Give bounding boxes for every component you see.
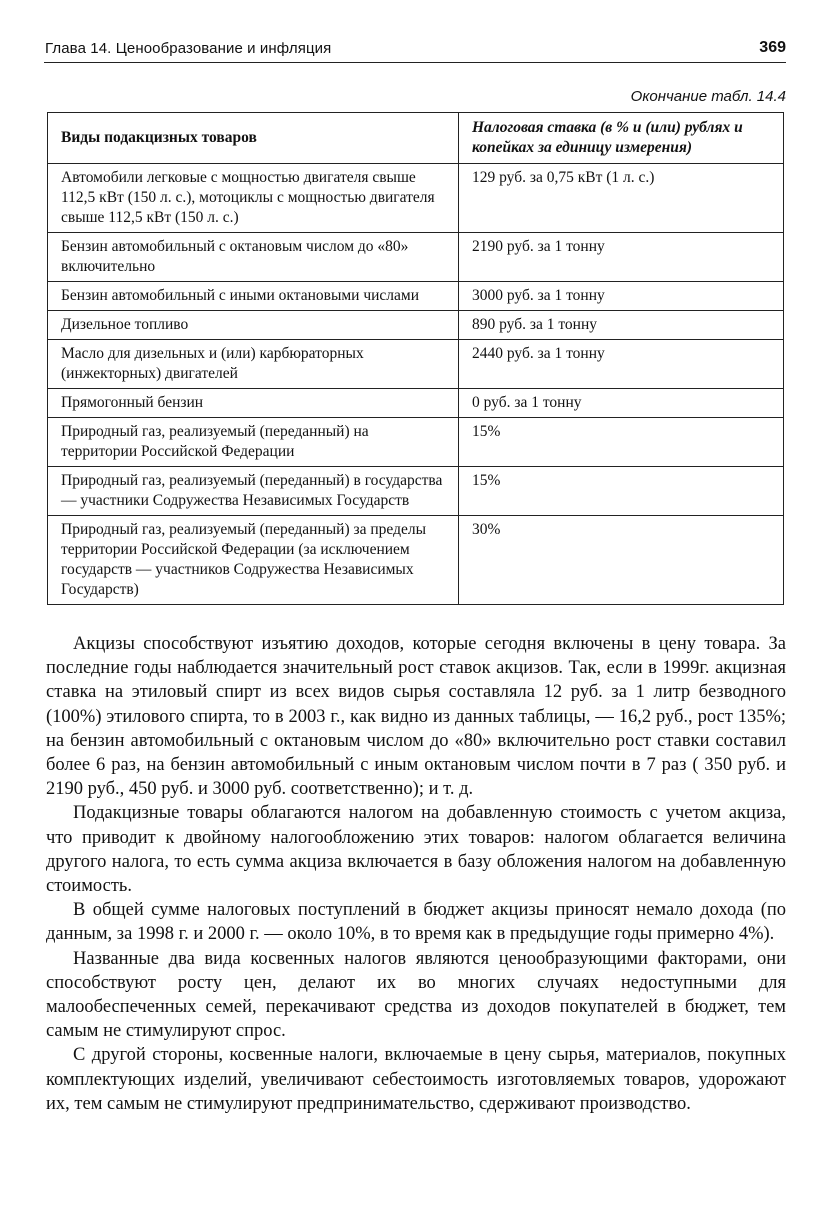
table-row <box>48 340 784 389</box>
cell-rate: 2190 руб. за 1 тонну <box>459 233 784 282</box>
cell-good: Автомобили легковые с мощностью двигателя свыше 112,5 кВт (150 л. с.), мотоциклы с мощностью двигателя свыше 112,5 кВт (150 л. с.) <box>48 164 459 233</box>
cell-good: Природный газ, реализуемый (переданный) в государства — участники Содружества Независимых Государств <box>48 467 459 516</box>
paragraph: В общей сумме налоговых поступлений в бюджет акцизы приносят немало дохода (по данным, за 1998 г. и 2000 г. — около 10%, в то время как в предыдущие годы примерно 4%). <box>46 900 786 945</box>
column-header-goods: Виды подакцизных товаров <box>48 113 459 164</box>
cell-rate: 15% <box>459 467 784 516</box>
table-row <box>48 467 784 516</box>
cell-good: Природный газ, реализуемый (переданный) за пределы территории Российской Федерации (за исключением государств — участников Содружества Независимых Государств) <box>48 516 459 605</box>
cell-rate: 129 руб. за 0,75 кВт (1 л. с.) <box>459 164 784 233</box>
cell-good: Прямогонный бензин <box>48 389 459 418</box>
paragraph: Акцизы способствуют изъятию доходов, которые сегодня включены в цену товара. За последние годы наблюдается значительный рост ставок акцизов. Так, если в 1999г. акцизная ставка на этиловый спирт из всех видов сырья составляла 12 руб. за 1 литр безводного (100%) этилового спирта, то в 2003 г., как видно из данных таблицы, — 16,2 руб., рост 135%; на бензин автомобильный с октановым числом до «80» включительно рост ставки составил более 6 раз, на бензин автомобильный с иным октановым числом почти в 7 раз ( 350 руб. и 2190 руб., 450 руб. и 3000 руб. соответственно); и т. д. <box>46 634 786 800</box>
cell-rate: 15% <box>459 418 784 467</box>
paragraph: Подакцизные товары облагаются налогом на добавленную стоимость с учетом акциза, что приводит к двойному налогообложению этих товаров: налогом облагается величина другого налога, то есть сумма акциза включается в базу обложения налогом на добавленную стоимость. <box>46 803 786 897</box>
column-header-rate: Налоговая ставка (в % и (или) рублях и копейках за единицу измерения) <box>459 113 784 164</box>
table-row <box>48 311 784 340</box>
cell-rate: 3000 руб. за 1 тонну <box>459 282 784 311</box>
table-header-row <box>48 113 784 164</box>
table-row <box>48 282 784 311</box>
table-row <box>48 233 784 282</box>
body-text <box>46 632 786 1116</box>
table-row <box>48 418 784 467</box>
table-row <box>48 389 784 418</box>
paragraph: Названные два вида косвенных налогов являются ценообразующими факторами, они способствуют росту цен, делают их во многих случаях недоступными для малообеспеченных семей, перекачивают средства из доходов покупателей в бюджет, тем самым не стимулируют спрос. <box>46 948 786 1042</box>
page-number: 369 <box>759 39 786 56</box>
cell-good: Масло для дизельных и (или) карбюраторных (инжекторных) двигателей <box>48 340 459 389</box>
cell-good: Природный газ, реализуемый (переданный) на территории Российской Федерации <box>48 418 459 467</box>
running-header <box>44 38 786 63</box>
chapter-title: Глава 14. Ценообразование и инфляция <box>45 40 332 57</box>
cell-rate: 0 руб. за 1 тонну <box>459 389 784 418</box>
cell-rate: 2440 руб. за 1 тонну <box>459 340 784 389</box>
table-row <box>48 164 784 233</box>
cell-rate: 30% <box>459 516 784 605</box>
paragraph: С другой стороны, косвенные налоги, включаемые в цену сырья, материалов, покупных комплектующих изделий, увеличивают себестоимость изготовляемых товаров, удорожают их, тем самым не стимулируют предпринимательство, сдерживают производство. <box>46 1045 786 1114</box>
cell-good: Бензин автомобильный с иными октановыми числами <box>48 282 459 311</box>
excise-rates-table <box>47 112 784 605</box>
cell-rate: 890 руб. за 1 тонну <box>459 311 784 340</box>
cell-good: Бензин автомобильный с октановым числом до «80» включительно <box>48 233 459 282</box>
cell-good: Дизельное топливо <box>48 311 459 340</box>
table-caption: Окончание табл. 14.4 <box>630 88 786 105</box>
table-row <box>48 516 784 605</box>
